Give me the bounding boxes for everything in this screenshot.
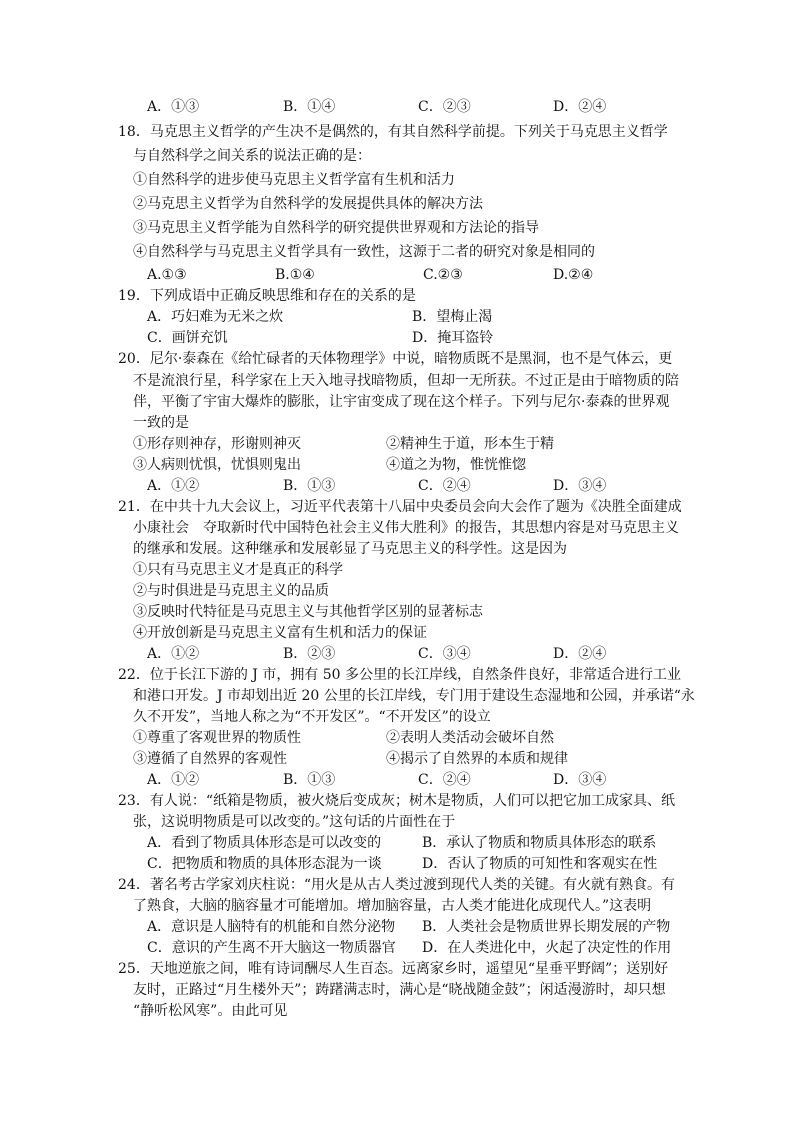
q21-options-row <box>0 644 794 664</box>
option-c: C.②③ <box>423 267 463 283</box>
statement-text: ③人病则忧惧，忧惧则鬼出 <box>133 457 301 473</box>
statement-text: ④开放创新是马克思主义富有生机和活力的保证 <box>133 625 427 641</box>
statement-text: ④自然科学与马克思主义哲学具有一致性，这源于二者的研究对象是相同的 <box>133 244 595 260</box>
q22-stem-line-1 <box>0 665 794 685</box>
question-text: 友时，正路过“月生楼外天”；踌躇满志时，满心是“晓战随金鼓”；闲适漫游时，却只想 <box>133 982 666 998</box>
statement-text: ①尊重了客观世界的物质性 <box>133 730 301 746</box>
option-b: B．①③ <box>283 772 336 788</box>
option-a: A．巧妇难为无米之炊 <box>147 309 284 325</box>
question-text: “静听松风寒”。由此可见 <box>133 1003 288 1019</box>
question-text: 24．著名考古学家刘庆柱说：“用火是从古人类过渡到现代人类的关键。有火就有熟食。有 <box>118 877 675 893</box>
question-text: 25．天地逆旅之间，唯有诗词酬尽人生百态。远离家乡时，遥望见“星垂平野阔”；送别好 <box>118 961 669 977</box>
statement-text: ③反映时代特征是马克思主义与其他哲学区别的显著标志 <box>133 604 483 620</box>
statement-text: ①自然科学的进步使马克思主义哲学富有生机和活力 <box>133 172 455 188</box>
option-b: B．②③ <box>283 646 336 662</box>
statement-text: ②精神生于道，形本生于精 <box>386 436 554 452</box>
option-c: C．③④ <box>418 646 471 662</box>
q20-statements-row-1 <box>0 434 794 454</box>
question-text: 20．尼尔·泰森在《给忙碌者的天体物理学》中说，暗物质既不是黑洞，也不是气体云，更 <box>118 351 673 367</box>
statement-text: ④揭示了自然界的本质和规律 <box>386 751 568 767</box>
option-a: A．①② <box>147 646 200 662</box>
option-a: A．①② <box>147 772 200 788</box>
question-text: 伴，平衡了宇宙大爆炸的膨胀，让宇宙变成了现在这个样子。下列与尼尔·泰森的世界观 <box>133 394 670 410</box>
q22-stem-line-3 <box>0 707 794 727</box>
statement-text: ③遵循了自然界的客观性 <box>133 751 287 767</box>
q24-stem-line-1 <box>0 875 794 895</box>
q18-statement-3 <box>0 218 794 238</box>
q21-stem-line-1 <box>0 497 794 517</box>
option-a: A．意识是人脑特有的机能和自然分泌物 <box>147 919 396 935</box>
question-text: 久不开发”，当地人称之为“不开发区”。“不开发区”的设立 <box>133 709 491 725</box>
q21-statement-3 <box>0 602 794 622</box>
q19-stem-line-1 <box>0 286 794 306</box>
question-text: 一致的是 <box>133 415 189 431</box>
option-a: A．①③ <box>147 99 200 115</box>
q20-stem-line-4 <box>0 413 794 433</box>
option-c: C．②④ <box>418 478 471 494</box>
q20-options-row <box>0 476 794 496</box>
q18-statement-1 <box>0 170 794 190</box>
statement-text: ①只有马克思主义才是真正的科学 <box>133 562 343 578</box>
question-text: 不是流浪行星，科学家在上天入地寻找暗物质，但却一无所获。不过正是由于暗物质的陪 <box>133 373 679 389</box>
option-d: D．②④ <box>553 99 607 115</box>
question-text: 与自然科学之间关系的说法正确的是： <box>133 148 371 164</box>
question-text: 23．有人说：“纸箱是物质，被火烧后变成灰；树木是物质，人们可以把它加工成家具、纸 <box>118 793 675 809</box>
option-c: C．②③ <box>418 99 471 115</box>
option-b: B.①④ <box>275 267 315 283</box>
q22-options-row <box>0 770 794 790</box>
q21-statement-2 <box>0 581 794 601</box>
question-text: 和港口开发。J 市却划出近 20 公里的长江岸线，专门用于建设生态湿地和公园，并承诺“永 <box>133 688 695 704</box>
q22-statements-row-2 <box>0 749 794 769</box>
q20-statements-row-2 <box>0 455 794 475</box>
question-text: 22．位于长江下游的 J 市，拥有 50 多公里的长江岸线，自然条件良好，非常适合进行工业 <box>118 667 682 683</box>
q20-stem-line-1 <box>0 349 794 369</box>
option-b: B．承认了物质和物质具体形态的联系 <box>422 835 657 851</box>
q20-stem-line-2 <box>0 371 794 391</box>
q18-options-row <box>0 265 794 285</box>
question-text: 张，这说明物质是可以改变的。”这句话的片面性在于 <box>133 814 456 830</box>
q25-stem-line-3 <box>0 1001 794 1021</box>
question-text: 19．下列成语中正确反映思维和存在的关系的是 <box>118 288 416 304</box>
option-a: A．①② <box>147 478 200 494</box>
q18-stem-line-1 <box>0 122 794 142</box>
option-d: D．掩耳盗铃 <box>412 330 494 346</box>
q19-options-row-2 <box>0 328 794 348</box>
option-c: C．画饼充饥 <box>147 330 228 346</box>
q19-options-row-1 <box>0 307 794 327</box>
statement-text: ④道之为物，惟恍惟惚 <box>386 457 526 473</box>
option-c: C．把物质和物质的具体形态混为一谈 <box>147 856 382 872</box>
q17-options-row <box>0 97 794 117</box>
statement-text: ②表明人类活动会破坏自然 <box>386 730 554 746</box>
q21-statement-1 <box>0 560 794 580</box>
q18-statement-2 <box>0 194 794 214</box>
question-text: 了熟食，大脑的脑容量才可能增加。增加脑容量，古人类才能进化成现代人。”这表明 <box>133 898 652 914</box>
option-b: B．人类社会是物质世界长期发展的产物 <box>422 919 671 935</box>
option-d: D．③④ <box>553 478 607 494</box>
q22-statements-row-1 <box>0 728 794 748</box>
option-c: C．②④ <box>418 772 471 788</box>
q20-stem-line-3 <box>0 392 794 412</box>
option-a: A.①③ <box>147 267 187 283</box>
statement-text: ②与时俱进是马克思主义的品质 <box>133 583 329 599</box>
question-text: 小康社会 夺取新时代中国特色社会主义伟大胜利》的报告，其思想内容是对马克思主义 <box>133 520 679 536</box>
q21-stem-line-2 <box>0 518 794 538</box>
q23-stem-line-2 <box>0 812 794 832</box>
q22-stem-line-2 <box>0 686 794 706</box>
question-text: 21．在中共十九大会议上，习近平代表第十八届中央委员会向大会作了题为《决胜全面建成 <box>118 499 682 515</box>
option-d: D．②④ <box>553 646 607 662</box>
q23-options-row-1 <box>0 833 794 853</box>
option-d: D．在人类进化中，火起了决定性的作用 <box>422 940 672 956</box>
q18-stem-line-2 <box>0 146 794 166</box>
q21-stem-line-3 <box>0 539 794 559</box>
q25-stem-line-1 <box>0 959 794 979</box>
option-b: B．望梅止渴 <box>412 309 493 325</box>
option-d: D.②④ <box>553 267 594 283</box>
q24-options-row-2 <box>0 938 794 958</box>
question-text: 的继承和发展。这种继承和发展彰显了马克思主义的科学性。这是因为 <box>133 541 567 557</box>
option-d: D．否认了物质的可知性和客观实在性 <box>422 856 658 872</box>
q24-stem-line-2 <box>0 896 794 916</box>
statement-text: ①形存则神存，形谢则神灭 <box>133 436 301 452</box>
option-d: D．③④ <box>553 772 607 788</box>
option-c: C．意识的产生离不开大脑这一物质器官 <box>147 940 396 956</box>
q21-statement-4 <box>0 623 794 643</box>
question-text: 18．马克思主义哲学的产生决不是偶然的，有其自然科学前提。下列关于马克思主义哲学 <box>118 124 668 140</box>
q23-stem-line-1 <box>0 791 794 811</box>
q25-stem-line-2 <box>0 980 794 1000</box>
q24-options-row-1 <box>0 917 794 937</box>
q23-options-row-2 <box>0 854 794 874</box>
statement-text: ③马克思主义哲学能为自然科学的研究提供世界观和方法论的指导 <box>133 220 539 236</box>
option-a: A．看到了物质具体形态是可以改变的 <box>147 835 382 851</box>
statement-text: ②马克思主义哲学为自然科学的发展提供具体的解决方法 <box>133 196 483 212</box>
q18-statement-4 <box>0 242 794 262</box>
option-b: B．①③ <box>283 478 336 494</box>
option-b: B．①④ <box>283 99 336 115</box>
